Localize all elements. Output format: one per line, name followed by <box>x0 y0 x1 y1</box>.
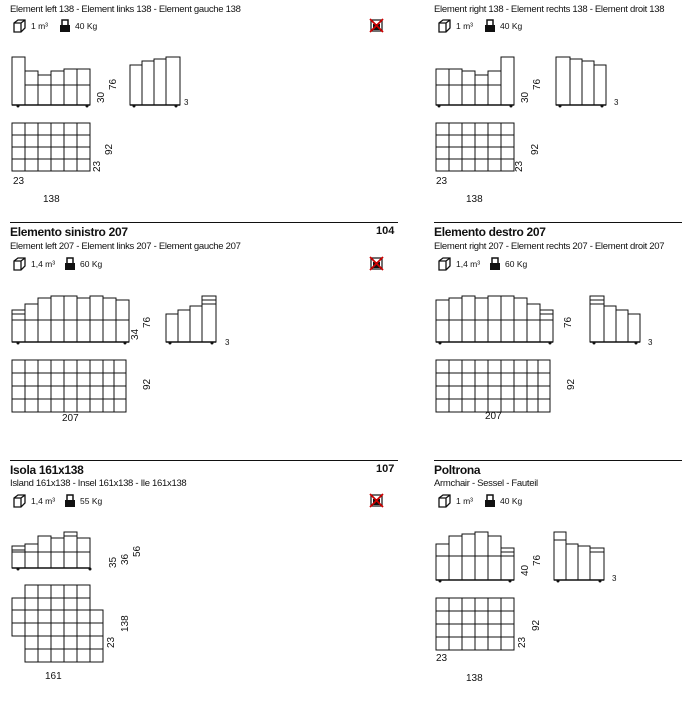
s6-dim-seat: 3 <box>612 574 617 583</box>
s6-dim-arm-w: 23 <box>436 653 448 664</box>
s6-dim-h1: 40 <box>520 564 531 576</box>
s5-title: Isola 161x138 <box>10 463 84 477</box>
s4-title: Elemento destro 207 <box>434 225 546 239</box>
s3-page-number: 104 <box>376 225 395 237</box>
s1-dim-h1: 30 <box>96 91 107 103</box>
s6-dim-arm: 23 <box>517 636 528 648</box>
s6-dim-d: 92 <box>531 619 542 631</box>
s4-volume: 1,4 m³ <box>456 259 481 269</box>
s4-dim-seat: 3 <box>648 338 653 347</box>
s2-dim-w: 138 <box>466 194 483 205</box>
s4-weight: 60 Kg <box>505 259 528 269</box>
s4-rule <box>434 222 682 223</box>
s1-dim-arm-w: 23 <box>13 176 25 187</box>
s4-subtitle: Element right 207 - Element rechts 207 - Element droit 207 <box>434 241 665 252</box>
s2-weight: 40 Kg <box>500 21 523 31</box>
s2-dim-arm: 23 <box>514 160 525 172</box>
s3-dim-h1: 34 <box>130 328 141 340</box>
s6-dim-w: 138 <box>466 673 483 684</box>
s3-weight: 60 Kg <box>80 259 103 269</box>
s3-title: Elemento sinistro 207 <box>10 225 128 239</box>
s3-dim-seat: 3 <box>225 338 230 347</box>
s1-subtitle: Element left 138 - Element links 138 - Element gauche 138 <box>10 4 241 15</box>
s5-dim-arm: 23 <box>106 636 117 648</box>
s5-dim-h3: 56 <box>132 545 143 557</box>
s6-volume: 1 m³ <box>456 496 473 506</box>
s2-subtitle: Element right 138 - Element rechts 138 - Element droit 138 <box>434 4 665 15</box>
s3-volume: 1,4 m³ <box>31 259 56 269</box>
s2-dim-seat: 3 <box>614 98 619 107</box>
s5-dim-h2: 36 <box>120 553 131 565</box>
s3-subtitle: Element left 207 - Element links 207 - Element gauche 207 <box>10 241 241 252</box>
s3-rule <box>10 222 398 223</box>
s6-rule <box>434 460 682 461</box>
s5-page-number: 107 <box>376 463 395 475</box>
s1-volume: 1 m³ <box>31 21 48 31</box>
s5-weight: 55 Kg <box>80 496 103 506</box>
s5-subtitle: Island 161x138 - Insel 161x138 - Ile 161x138 <box>10 478 187 489</box>
s6-subtitle: Armchair - Sessel - Fauteil <box>434 478 538 489</box>
s2-dim-h1: 30 <box>520 91 531 103</box>
s3-dim-w: 207 <box>62 413 79 424</box>
s4-dim-d: 92 <box>566 378 577 390</box>
s1-weight: 40 Kg <box>75 21 98 31</box>
s2-dim-d: 92 <box>530 143 541 155</box>
s6-dim-h2: 76 <box>532 554 543 566</box>
s1-dim-w: 138 <box>43 194 60 205</box>
s3-dim-d: 92 <box>142 378 153 390</box>
s4-dim-h2: 76 <box>563 316 574 328</box>
s5-dim-d: 138 <box>120 615 131 632</box>
s1-dim-d: 92 <box>104 143 115 155</box>
s3-dim-h2: 76 <box>142 316 153 328</box>
s6-title: Poltrona <box>434 463 481 477</box>
s5-dim-w: 161 <box>45 671 62 682</box>
s2-volume: 1 m³ <box>456 21 473 31</box>
s6-weight: 40 Kg <box>500 496 523 506</box>
s5-volume: 1,4 m³ <box>31 496 56 506</box>
s2-dim-arm-w: 23 <box>436 176 448 187</box>
s1-dim-h2: 76 <box>108 78 119 90</box>
s1-dim-arm: 23 <box>92 160 103 172</box>
s4-dim-w: 207 <box>485 411 502 422</box>
s5-rule <box>10 460 398 461</box>
s5-dim-h1: 35 <box>108 556 119 568</box>
s2-dim-h2: 76 <box>532 78 543 90</box>
s1-dim-seat: 3 <box>184 98 189 107</box>
